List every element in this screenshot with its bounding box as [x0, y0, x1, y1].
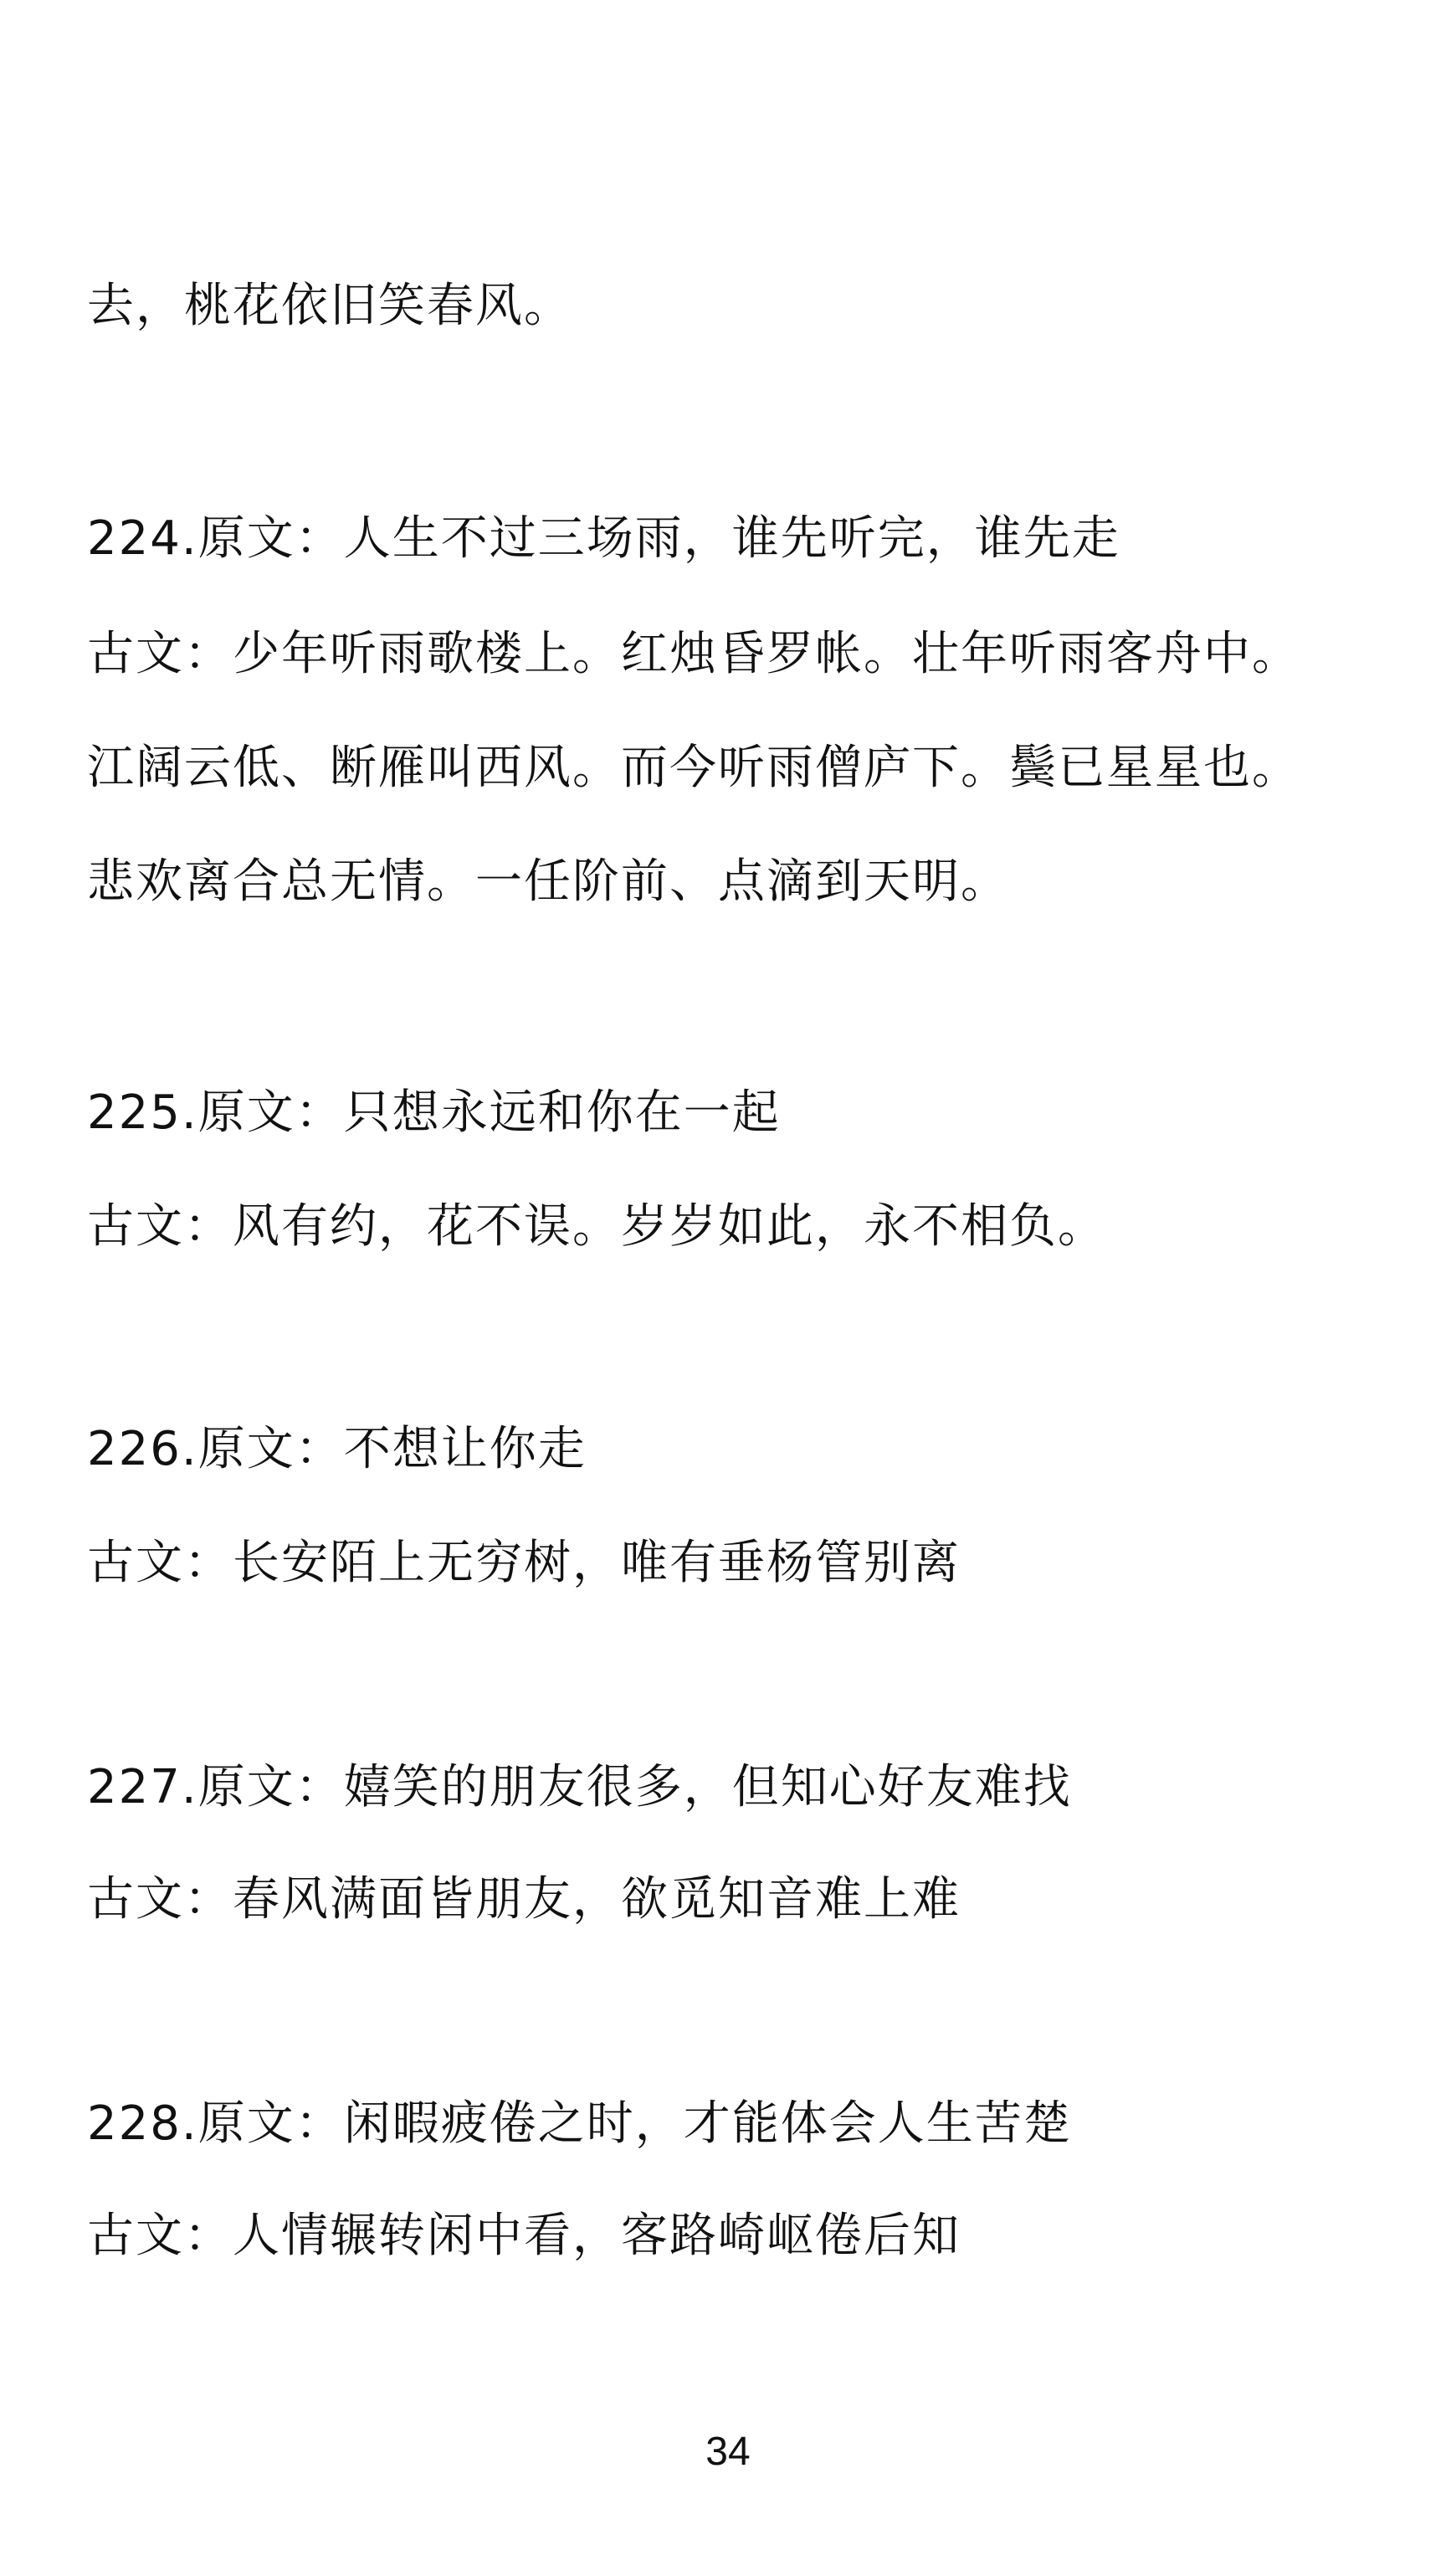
entry-226-original: [87, 1418, 587, 1481]
classical-text: 长安陌上无穷树，唯有垂杨管别离: [233, 1536, 961, 1590]
entry-224-original: [87, 507, 1120, 571]
entry-number: 226.: [87, 1422, 198, 1476]
classical-text: 悲欢离合总无情。一任阶前、点滴到天明。: [87, 854, 1009, 909]
entry-226-classical: [87, 1532, 961, 1595]
classical-label: 古文：: [87, 1199, 233, 1254]
classical-label: 古文：: [87, 627, 233, 681]
entry-227-classical: [87, 1868, 961, 1932]
entry-224-classical-line-2: [87, 736, 1300, 800]
entry-225-classical: [87, 1195, 1106, 1259]
entry-number: 225.: [87, 1085, 198, 1140]
original-text: 嬉笑的朋友很多，但知心好友难找: [343, 1760, 1072, 1814]
original-label: 原文：: [197, 1422, 344, 1476]
continued-text: 去，桃花依旧笑春风。: [87, 279, 572, 333]
original-text: 不想让你走: [343, 1422, 587, 1476]
original-text: 闲暇疲倦之时，才能体会人生苦楚: [343, 2096, 1072, 2151]
classical-label: 古文：: [87, 1872, 233, 1927]
entry-228-original: [87, 2092, 1072, 2156]
original-text: 只想永远和你在一起: [343, 1085, 781, 1140]
classical-label: 古文：: [87, 1536, 233, 1590]
classical-text: 少年听雨歌楼上。红烛昏罗帐。壮年听雨客舟中。: [233, 627, 1300, 681]
classical-text: 江阔云低、断雁叫西风。而今听雨僧庐下。鬓已星星也。: [87, 741, 1300, 795]
original-label: 原文：: [197, 1085, 344, 1140]
entry-224-classical-line-3: [87, 850, 1009, 914]
page-number: 34: [705, 2430, 751, 2474]
classical-text: 春风满面皆朋友，欲觅知音难上难: [233, 1872, 961, 1927]
entry-number: 228.: [87, 2096, 198, 2151]
classical-text: 人情辗转闲中看，客路崎岖倦后知: [233, 2209, 961, 2263]
original-label: 原文：: [197, 511, 344, 566]
entry-number: 224.: [87, 511, 198, 566]
entry-228-classical: [87, 2204, 961, 2268]
entry-225-original: [87, 1081, 781, 1145]
entry-227-original: [87, 1756, 1072, 1819]
original-label: 原文：: [197, 1760, 344, 1814]
original-label: 原文：: [197, 2096, 344, 2151]
original-text: 人生不过三场雨，谁先听完，谁先走: [343, 511, 1120, 566]
entry-224-classical-line-1: [87, 623, 1300, 686]
classical-label: 古文：: [87, 2209, 233, 2263]
entry-number: 227.: [87, 1760, 198, 1814]
classical-text: 风有约，花不误。岁岁如此，永不相负。: [233, 1199, 1106, 1254]
